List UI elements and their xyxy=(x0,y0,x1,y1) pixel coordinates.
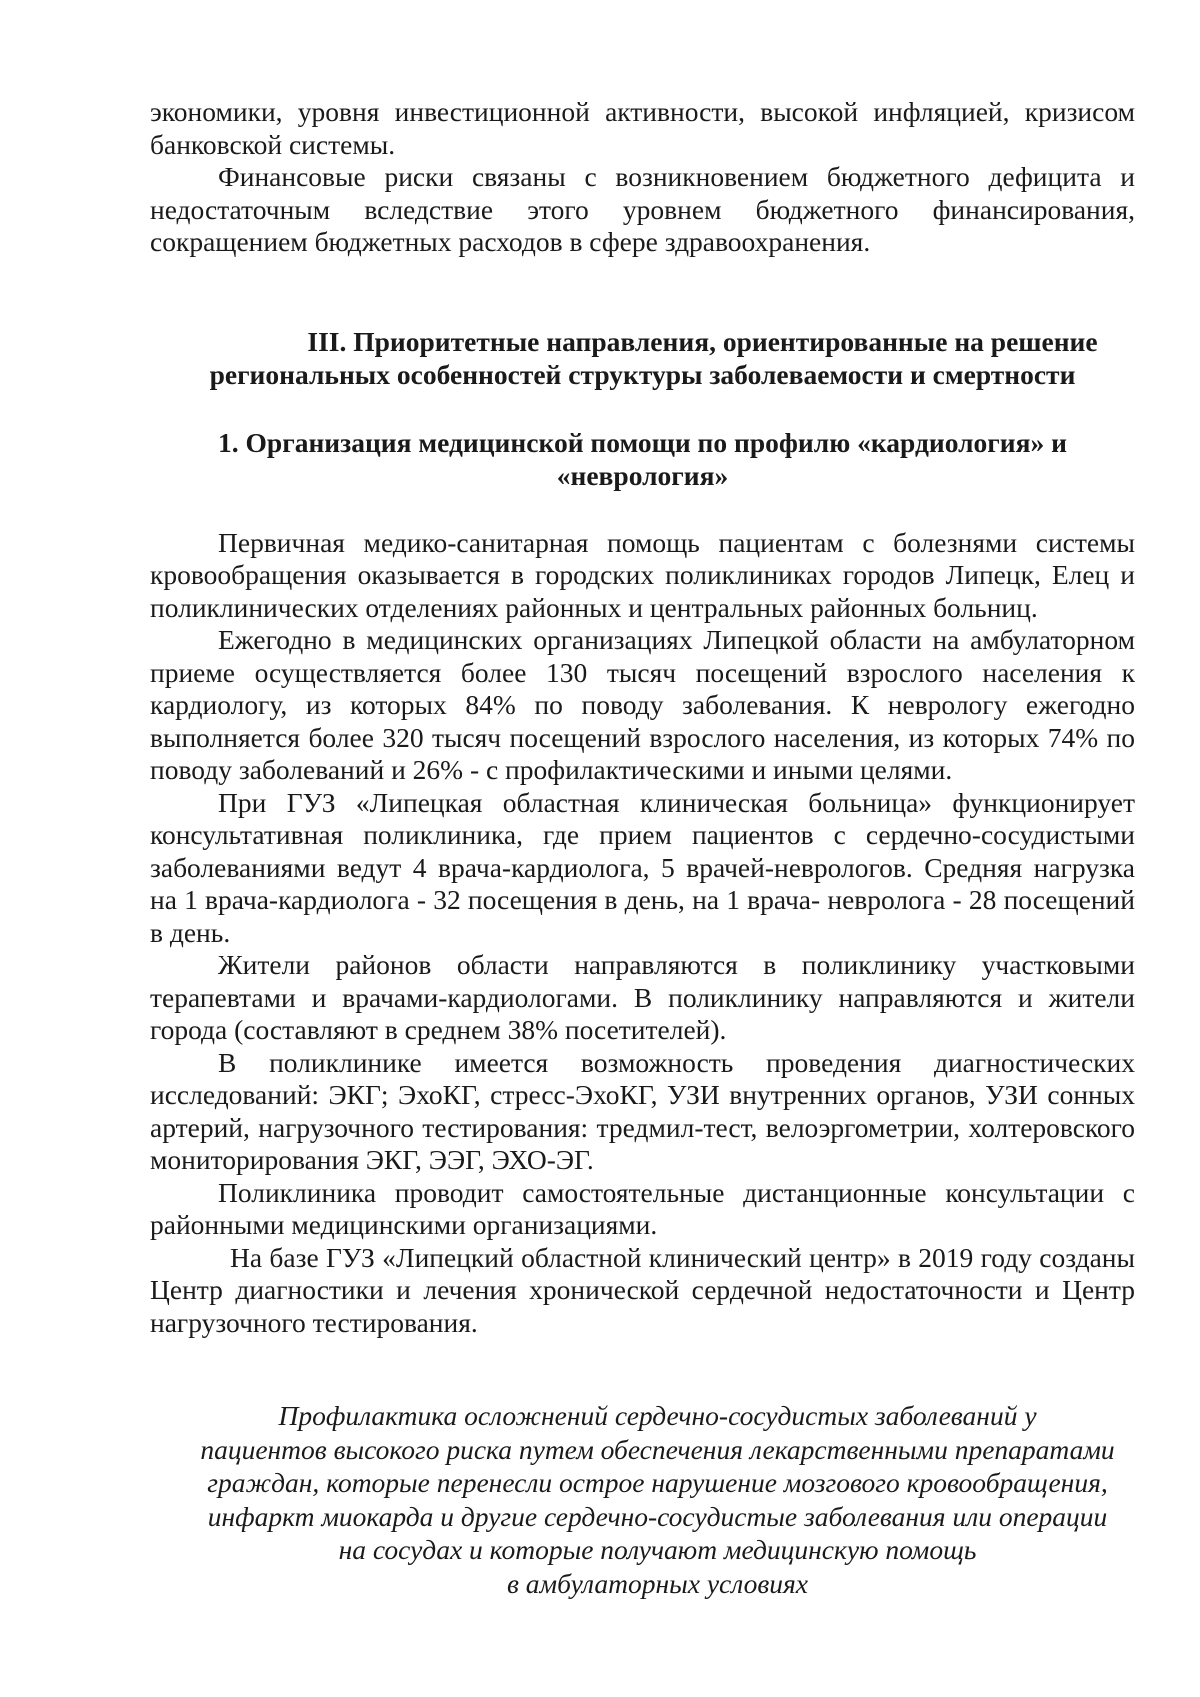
subsection-title-line-1: 1. Организация медицинской помощи по профилю «кардиология» и xyxy=(218,426,1067,458)
section-title-line-2: региональных особенностей структуры заболеваемости и смертности xyxy=(209,358,1076,390)
subsection-title xyxy=(150,426,1135,492)
intro-paragraph-1: экономики, уровня инвестиционной активности, высокой инфляцией, кризисом банковской системы. xyxy=(150,96,1135,160)
section-title xyxy=(150,325,1135,391)
section-title-line-1: III. Приоритетные направления, ориентированные на решение xyxy=(307,325,1098,357)
body-paragraph-4: Жители районов области направляются в поликлинику участковыми терапевтами и врачами-кардиологами. В поликлинику направляются и жители города (составляют в среднем 38% посетителей). xyxy=(150,949,1135,1045)
body-paragraph-6: Поликлиника проводит самостоятельные дистанционные консультации с районными медицинскими организациями. xyxy=(150,1176,1135,1240)
italic-heading xyxy=(150,1399,1135,1600)
italic-heading-line-4: инфаркт миокарда и другие сердечно-сосудистые заболевания или операции xyxy=(207,1500,1108,1532)
body-paragraph-2: Ежегодно в медицинских организациях Липецкой области на амбулаторном приеме осуществляется более 130 тысяч посещений взрослого населения к кардиологу, из которых 84% по поводу заболевания. К неврологу ежегодно выполняется более 320 тысяч посещений взрослого населения, из которых 74% по поводу заболеваний и 26% - с профилактическими и иными целями. xyxy=(150,624,1135,785)
italic-heading-line-2: пациентов высокого риска путем обеспечения лекарственными препаратами xyxy=(200,1433,1115,1465)
body-paragraph-5: В поликлинике имеется возможность проведения диагностических исследований: ЭКГ; ЭхоКГ, стресс-ЭхоКГ, УЗИ внутренних органов, УЗИ сонных артерий, нагрузочного тестирования: тредмил-тест, велоэргометрии, холтеровского мониторирования ЭКГ, ЭЭГ, ЭХО-ЭГ. xyxy=(150,1046,1135,1175)
body-paragraph-1: Первичная медико-санитарная помощь пациентам с болезнями системы кровообращения оказывается в городских поликлиниках городов Липецк, Елец и поликлинических отделениях районных и центральных районных больниц. xyxy=(150,526,1135,623)
document-page xyxy=(150,96,1135,1600)
body-paragraph-3: При ГУЗ «Липецкая областная клиническая больница» функционирует консультативная поликлиника, где прием пациентов с сердечно-сосудистыми заболеваниями ведут 4 врача-кардиолога, 5 врачей-неврологов. Средняя нагрузка на 1 врача-кардиолога - 32 посещения в день, на 1 врача- невролога - 28 посещений в день. xyxy=(150,786,1135,948)
body-paragraph-7: На базе ГУЗ «Липецкий областной клинический центр» в 2019 году созданы Центр диагностики и лечения хронической сердечной недостаточности и Центр нагрузочного тестирования. xyxy=(150,1241,1135,1338)
italic-heading-line-5: на сосудах и которые получают медицинскую помощь xyxy=(338,1534,977,1565)
italic-heading-line-1: Профилактика осложнений сердечно-сосудистых заболеваний у xyxy=(278,1400,1037,1431)
body-section xyxy=(150,527,1135,1340)
subsection-title-line-2: «неврология» xyxy=(556,459,729,491)
italic-heading-line-6: в амбулаторных условиях xyxy=(507,1567,808,1599)
italic-heading-line-3: граждан, которые перенесли острое нарушение мозгового кровообращения, xyxy=(207,1467,1108,1498)
intro-paragraph-2: Финансовые риски связаны с возникновением бюджетного дефицита и недостаточным вследствие этого уровнем бюджетного финансирования, сокращением бюджетных расходов в сфере здравоохранения. xyxy=(150,161,1135,257)
